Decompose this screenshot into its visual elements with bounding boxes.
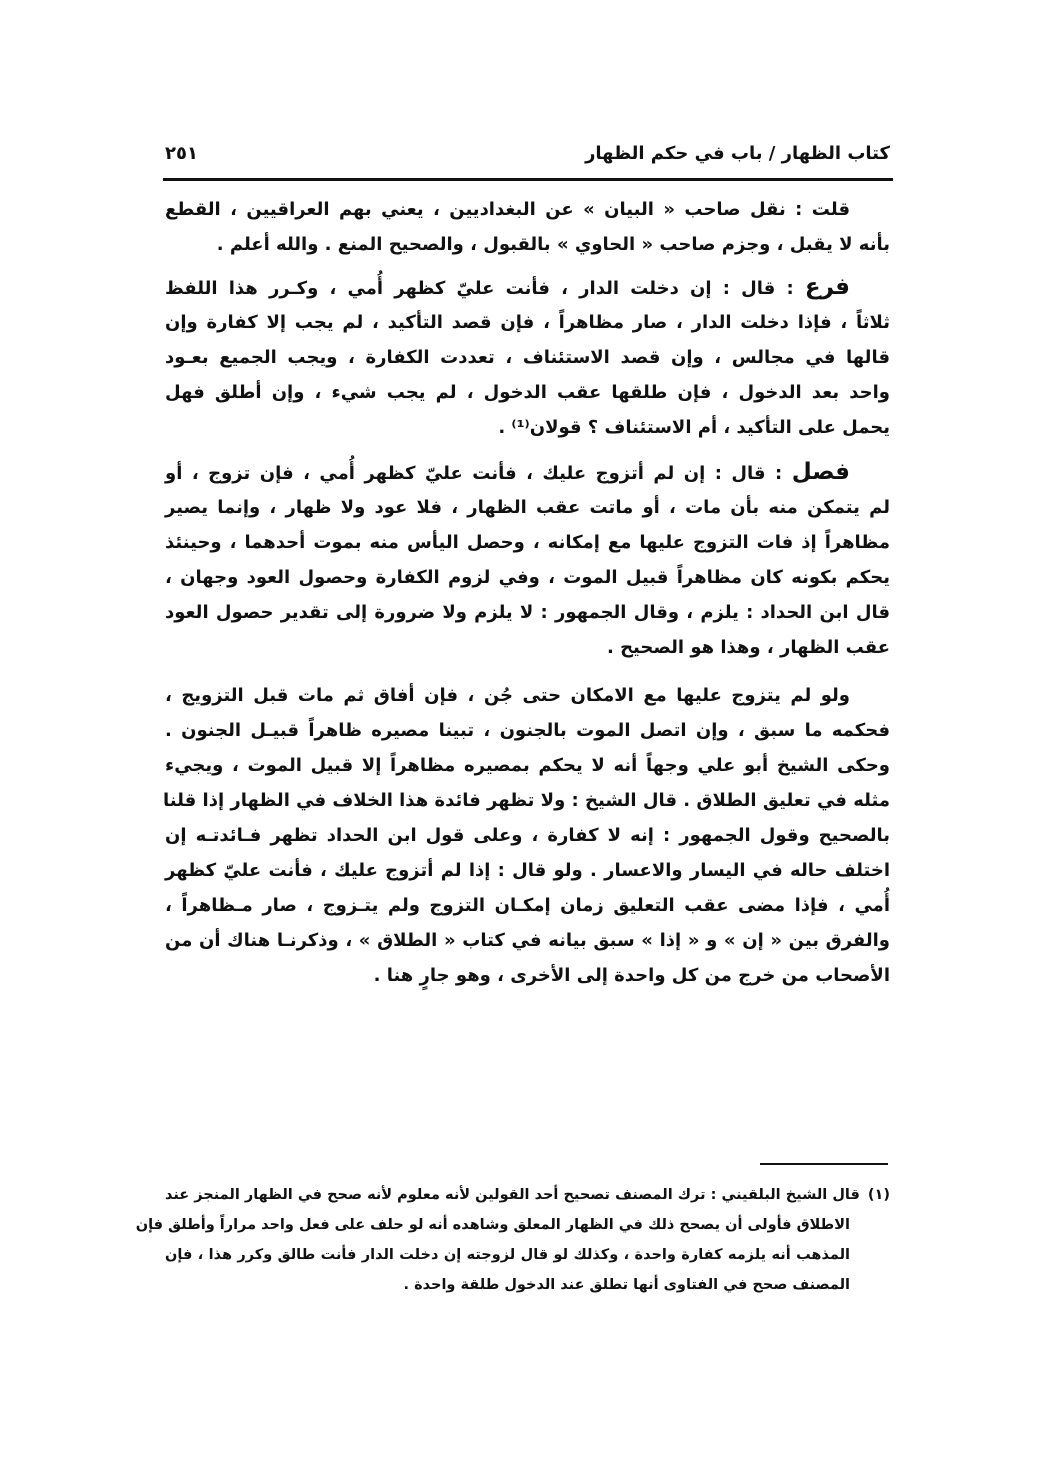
text-line: قلت : نقل صاحب « البيان » عن البغداديين ، يعني بهم العراقيين ، القطع (165, 199, 850, 220)
text-line: ولو لم يتزوج عليها مع الامكان حتى جُن ، فإن أفاق ثم مات قبل التزويج ، (165, 685, 850, 706)
paragraph-walaw (165, 678, 890, 993)
footnote (135, 1180, 890, 1300)
text-line: مثله في تعليق الطلاق . قال الشيخ : ولا تظهر فائدة هذا الخلاف في الظهار إذا قلنا (163, 790, 890, 811)
text-line: فحكمه ما سبق ، وإن اتصل الموت بالجنون ، تبينا مصيره ظاهراً قبيـل الجنون . (165, 720, 890, 741)
text-line: بأنه لا يقبل ، وجزم صاحب « الحاوي » بالقبول ، والصحيح المنع . والله أعلم . (216, 234, 890, 255)
text-line: يحمل على التأكيد ، أم الاستئناف ؟ قولان⁽¹⁾ . (498, 417, 890, 438)
text-line: فرع : قال : إن دخلت الدار ، فأنت عليّ كظهر أُمي ، وكـرر هذا اللفظ (165, 274, 850, 300)
paragraph-qult (165, 192, 890, 262)
page-number: ٢٥١ (165, 143, 198, 164)
header-rule (163, 178, 893, 181)
section-lead: فرع (804, 274, 850, 300)
footnote-marker: (١) (867, 1187, 890, 1203)
running-header (165, 135, 890, 175)
text-line: مظاهراً إذ فات التزوج عليها مع إمكانه ، وحصل اليأس منه بموت أحدهما ، وحينئذ (165, 532, 890, 553)
section-lead: فصل (791, 459, 850, 485)
text-line: اختلف حاله في اليسار والاعسار . ولو قال : إذا لم أتزوج عليك ، فأنت عليّ كظهر (165, 860, 890, 881)
text-line: والفرق بين « إن » و « إذا » سبق بيانه في كتاب « الطلاق » ، وذكرنـا هناك أن من (165, 930, 890, 951)
footnote-line: المصنف صحح في الفتاوى أنها تطلق عند الدخول طلقة واحدة . (403, 1277, 850, 1293)
text-line: فصل : قال : إن لم أتزوج عليك ، فأنت عليّ كظهر أُمي ، فإن تزوج ، أو (165, 459, 850, 485)
text-line: يحكم بكونه كان مظاهراً قبيل الموت ، وفي لزوم الكفارة وحصول العود وجهان ، (165, 567, 890, 588)
footnote-line: (١)قال الشيخ البلقيني : ترك المصنف تصحيح أحد القولين لأنه معلوم لأنه صحح في الظهار المنجز عند (165, 1187, 890, 1203)
text-line: ثلاثاً ، فإذا دخلت الدار ، صار مظاهراً ، فإن قصد التأكيد ، لم يجب إلا كفارة وإن (165, 312, 890, 333)
running-title: كتاب الظهار / باب في حكم الظهار (585, 143, 890, 164)
footnote-rule (760, 1163, 888, 1165)
paragraph-far (165, 270, 890, 445)
text-line: أُمي ، فإذا مضى عقب التعليق زمان إمكـان التزوج ولم يتـزوج ، صار مـظاهراً ، (165, 895, 890, 916)
text-line: بالصحيح وقول الجمهور : إنه لا كفارة ، وعلى قول ابن الحداد تظهر فـائدتـه إن (165, 825, 890, 846)
paragraph-fasl (165, 455, 890, 665)
text-line: عقب الظهار ، وهذا هو الصحيح . (606, 637, 890, 658)
text-line: واحد بعد الدخول ، فإن طلقها عقب الدخول ، لم يجب شيء ، وإن أطلق فهل (165, 382, 890, 403)
footnote-line: المذهب أنه يلزمه كفارة واحدة ، وكذلك لو قال لزوجته إن دخلت الدار فأنت طالق وكرر هذا ، فإن (165, 1247, 850, 1263)
text-line: الأصحاب من خرج من كل واحدة إلى الأخرى ، وهو جارٍ هنا . (373, 965, 890, 986)
footnote-line: الاطلاق فأولى أن يصحح ذلك في الظهار المعلق وشاهده أنه لو حلف على فعل واحد مراراً وأطلق فإن (135, 1217, 850, 1233)
text-line: لم يتمكن منه بأن مات ، أو ماتت عقب الظهار ، فلا عود ولا ظهار ، وإنما يصير (165, 497, 890, 518)
text-line: قالها في مجالس ، وإن قصد الاستئناف ، تعددت الكفارة ، ويجب الجميع بعـود (165, 347, 890, 368)
text-line: وحكى الشيخ أبو علي وجهاً أنه لا يحكم بمصيره مظاهراً إلا قبيل الموت ، ويجيء (165, 755, 890, 776)
text-line: قال ابن الحداد : يلزم ، وقال الجمهور : لا يلزم ولا ضرورة إلى تقدير حصول العود (165, 602, 890, 623)
